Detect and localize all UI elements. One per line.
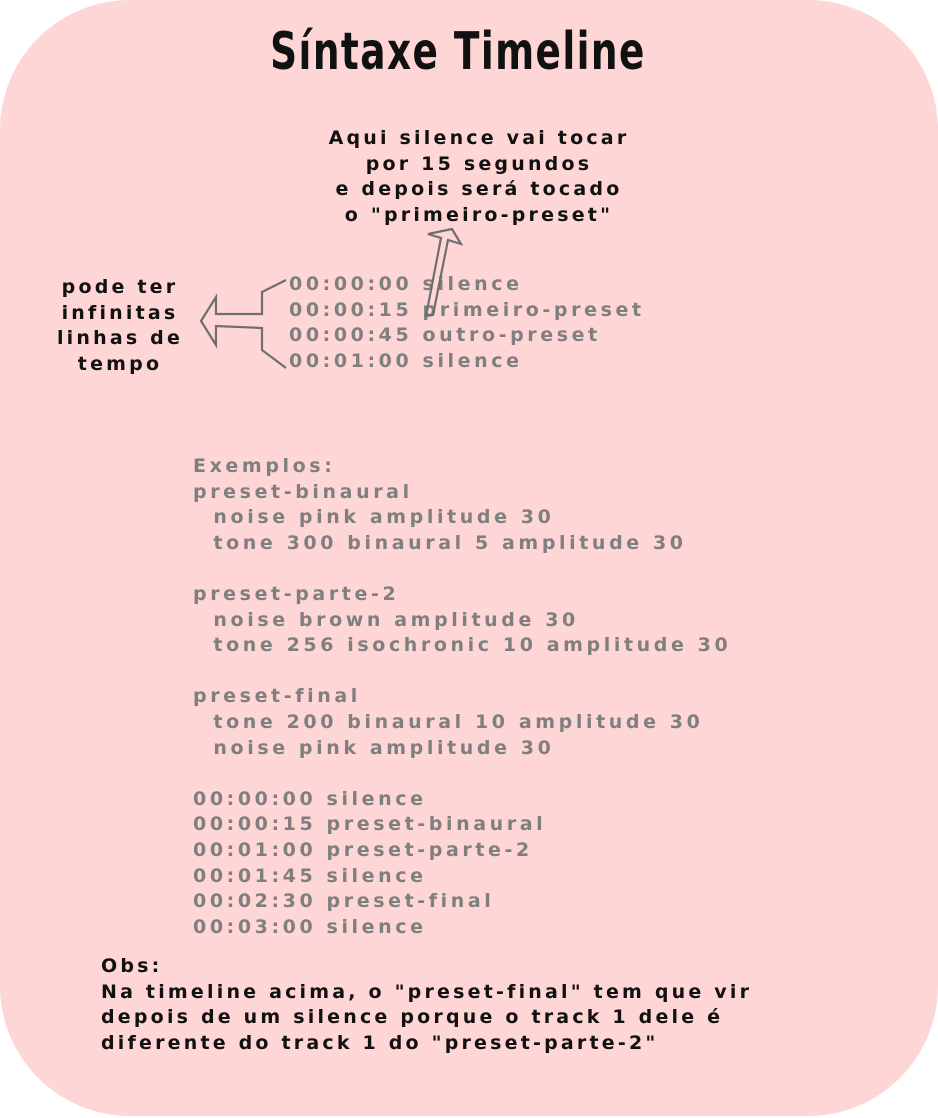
obs-line: Obs: — [101, 955, 163, 977]
diagram-title: Síntaxe Timeline — [270, 22, 646, 82]
left-annotation-line: linhas de — [56, 327, 184, 350]
obs-line: depois de um silence porque o track 1 dele é — [101, 1006, 724, 1029]
timeline-line: 00:00:45 outro-preset — [289, 324, 601, 347]
example-line: preset-binaural — [193, 480, 413, 503]
top-annotation-line: o "primeiro-preset" — [344, 203, 614, 226]
example-line: tone 256 isochronic 10 amplitude 30 — [193, 634, 732, 657]
example-line: preset-final — [193, 685, 361, 708]
example-line: 00:01:00 preset-parte-2 — [193, 838, 533, 861]
up-arrow-icon — [426, 229, 461, 316]
obs-line: diferente do track 1 do "preset-parte-2" — [101, 1031, 659, 1054]
example-line: 00:02:30 preset-final — [193, 890, 495, 913]
left-annotation-line: pode ter — [61, 276, 179, 298]
example-line: 00:01:45 silence — [193, 864, 427, 887]
timeline-line: 00:00:00 silence — [289, 273, 523, 295]
example-line: noise pink amplitude 30 — [193, 736, 555, 759]
example-line: tone 200 binaural 10 amplitude 30 — [193, 710, 704, 733]
example-line: preset-parte-2 — [193, 582, 400, 605]
example-line: noise brown amplitude 30 — [193, 608, 579, 631]
top-annotation-line: e depois será tocado — [335, 178, 623, 201]
top-annotation-line: por 15 segundos — [365, 152, 593, 175]
top-annotation-line: Aqui silence vai tocar — [328, 127, 630, 149]
left-bracket-arrow-icon — [201, 280, 286, 368]
timeline-line: 00:00:15 primeiro-preset — [289, 298, 645, 321]
left-annotation-line: infinitas — [61, 301, 179, 324]
example-line: 00:00:00 silence — [193, 787, 427, 810]
obs-line: Na timeline acima, o "preset-final" tem que vir — [101, 980, 753, 1003]
timeline-line: 00:01:00 silence — [289, 349, 523, 372]
example-line: 00:03:00 silence — [193, 915, 427, 938]
example-line: noise pink amplitude 30 — [193, 506, 555, 529]
example-line: Exemplos: — [193, 455, 336, 477]
example-line: tone 300 binaural 5 amplitude 30 — [193, 531, 687, 554]
example-line: 00:00:15 preset-binaural — [193, 813, 547, 836]
left-annotation-line: tempo — [77, 352, 163, 375]
